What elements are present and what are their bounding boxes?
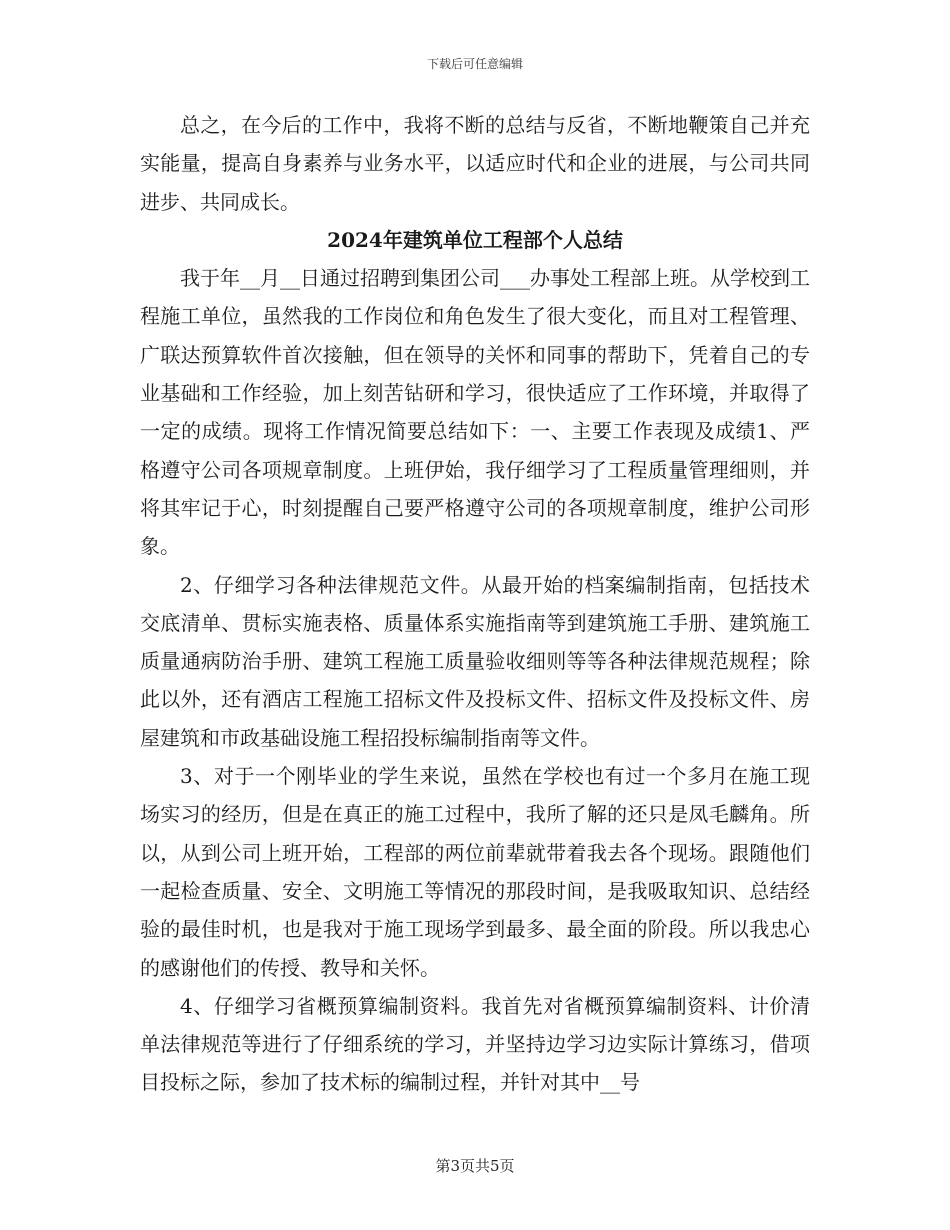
intro-paragraph: 总之，在今后的工作中，我将不断的总结与反省，不断地鞭策自己并充实能量，提高自身素养与业务水平，以适应时代和企业的进展，与公司共同进步、共同成长。 [140, 113, 810, 214]
paragraph-4: 4、仔细学习省概预算编制资料。我首先对省概预算编制资料、计价清单法律规范等进行了仔细系统的学习，并坚持边学习边实际计算练习，借项目投标之际，参加了技术标的编制过程，并针对其中__号 [140, 993, 810, 1095]
paragraph-1: 我于年__月__日通过招聘到集团公司___办事处工程部上班。从学校到工程施工单位，虽然我的工作岗位和角色发生了很大变化，而且对工程管理、广联达预算软件首次接触，但在领导的关怀和同事的帮助下，凭着自己的专业基础和工作经验，加上刻苦钻研和学习，很快适应了工作环境，并取得了一定的成绩。现将工作情况简要总结如下：一、主要工作表现及成绩1、严格遵守公司各项规章制度。上班伊始，我仔细学习了工程质量管理细则，并将其牢记于心，时刻提醒自己要严格遵守公司的各项规章制度，维护公司形象。 [140, 266, 810, 559]
paragraph-3: 3、对于一个刚毕业的学生来说，虽然在学校也有过一个多月在施工现场实习的经历，但是在真正的施工过程中，我所了解的还只是凤毛麟角。所以，从到公司上班开始，工程部的两位前辈就带着我去各个现场。跟随他们一起检查质量、安全、文明施工等情况的那段时间，是我吸取知识、总结经验的最佳时机，也是我对于施工现场学到最多、最全面的阶段。所以我忠心的感谢他们的传授、教导和关怀。 [140, 764, 810, 980]
document-title: 2024年建筑单位工程部个人总结 [327, 227, 623, 252]
document-body [140, 106, 810, 1102]
page-number: 第3页共5页 [435, 1157, 515, 1175]
page-header-note: 下载后可任意编辑 [426, 57, 523, 71]
paragraph-2: 2、仔细学习各种法律规范文件。从最开始的档案编制指南，包括技术交底清单、贯标实施表格、质量体系实施指南等到建筑施工手册、建筑施工质量通病防治手册、建筑工程施工质量验收细则等等各种法律规范规程；除此以外，还有酒店工程施工招标文件及投标文件、招标文件及投标文件、房屋建筑和市政基础设施工程招投标编制指南等文件。 [140, 572, 810, 750]
